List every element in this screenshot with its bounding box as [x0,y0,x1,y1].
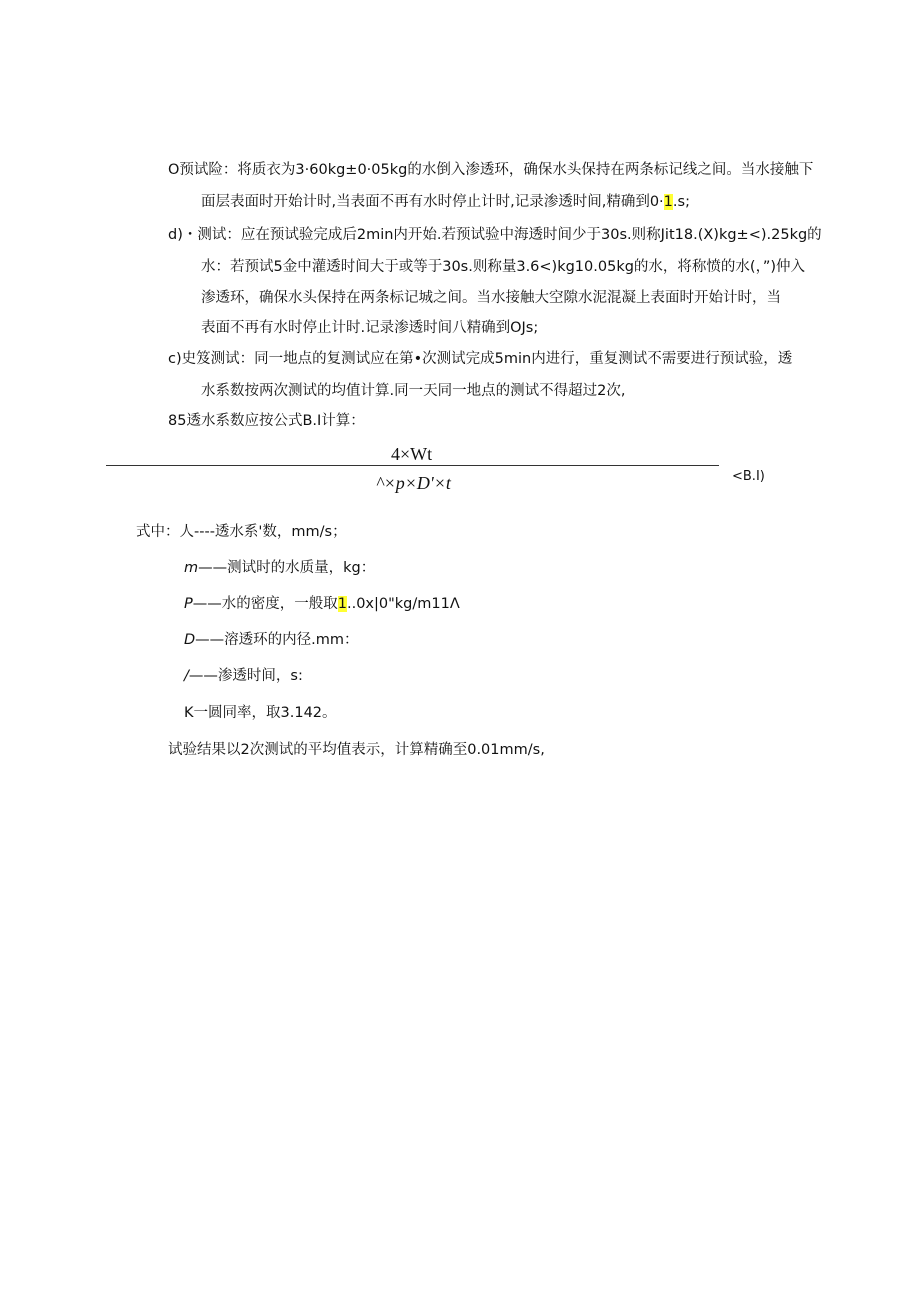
formula-denominator: ^×p×D'×t [376,473,451,493]
pretest-line-2 [201,192,690,212]
formula-numerator: 4×Wt [391,444,433,464]
test-line-1: d)・测试：应在预试验完成后2min内开始.若预试验中海透时间少于30s.则称Jit18.(X)kg±<).25kg的 [168,227,822,243]
where-d-desc: ——溶透环的内径.mm： [195,632,359,648]
where-p [184,594,460,614]
where-d [184,630,359,650]
where-t-desc: ——渗透时间，s: [188,668,303,684]
where-t [184,666,303,686]
symbol-d: D [184,632,196,648]
symbol-p: P [184,596,193,612]
pretest-line-1: O预试险：将质衣为3·60kg±0·05kg的水倒入渗透环，确保水头保持在两条标记线之间。当水接触下 [168,162,814,178]
highlight-mark: 1 [663,194,673,210]
equation-number: <B.I) [732,469,765,484]
where-p-desc: ——水的密度，一般取 [192,596,338,612]
pretest-line-2-end: .s; [672,194,690,210]
repeat-line-2: 水系数按两次测试的均值计算.同一天同一地点的测试不得超过2次, [201,383,626,399]
where-m-desc: ——测试时的水质量，kg： [198,560,376,576]
repeat-line-1: c)史笈测试：同一地点的复测试应在第•次测试完成5min内进行，重复测试不需要进行预试验，透 [168,351,793,367]
where-k: K一圆同率，取3.142。 [184,705,337,721]
symbol-t: / [184,668,189,684]
fraction-bar [106,465,719,466]
result-note: 试验结果以2次测试的平均值表示，计算精确至0.01mm/s, [168,742,545,758]
where-m [184,558,375,578]
symbol-m: m [184,560,199,576]
where-intro: 式中：人----透水系'数，mm/s； [136,524,347,540]
test-line-4: 表面不再有水时停止计时.记录渗透时间八精确到OJs; [201,320,539,336]
highlight-mark: 1 [337,596,347,612]
test-line-3: 渗透环，确保水头保持在两条标记城之间。当水接触大空隙水泥混凝上表面时开始计时，当 [201,290,781,306]
clause-b5: 85透水系数应按公式B.I计算： [168,413,365,429]
test-line-2: 水：若预试5金中灌透时间大于或等于30s.则称量3.6<)kg10.05kg的水，将称愤的水(，”)仲入 [201,259,805,275]
pretest-line-2-text: 面层表面时开始计时,当表面不再有水时停止计时,记录渗透时间,精确到0· [201,194,664,210]
where-p-value: ..0x|0"kg∕m11Λ [346,596,460,612]
